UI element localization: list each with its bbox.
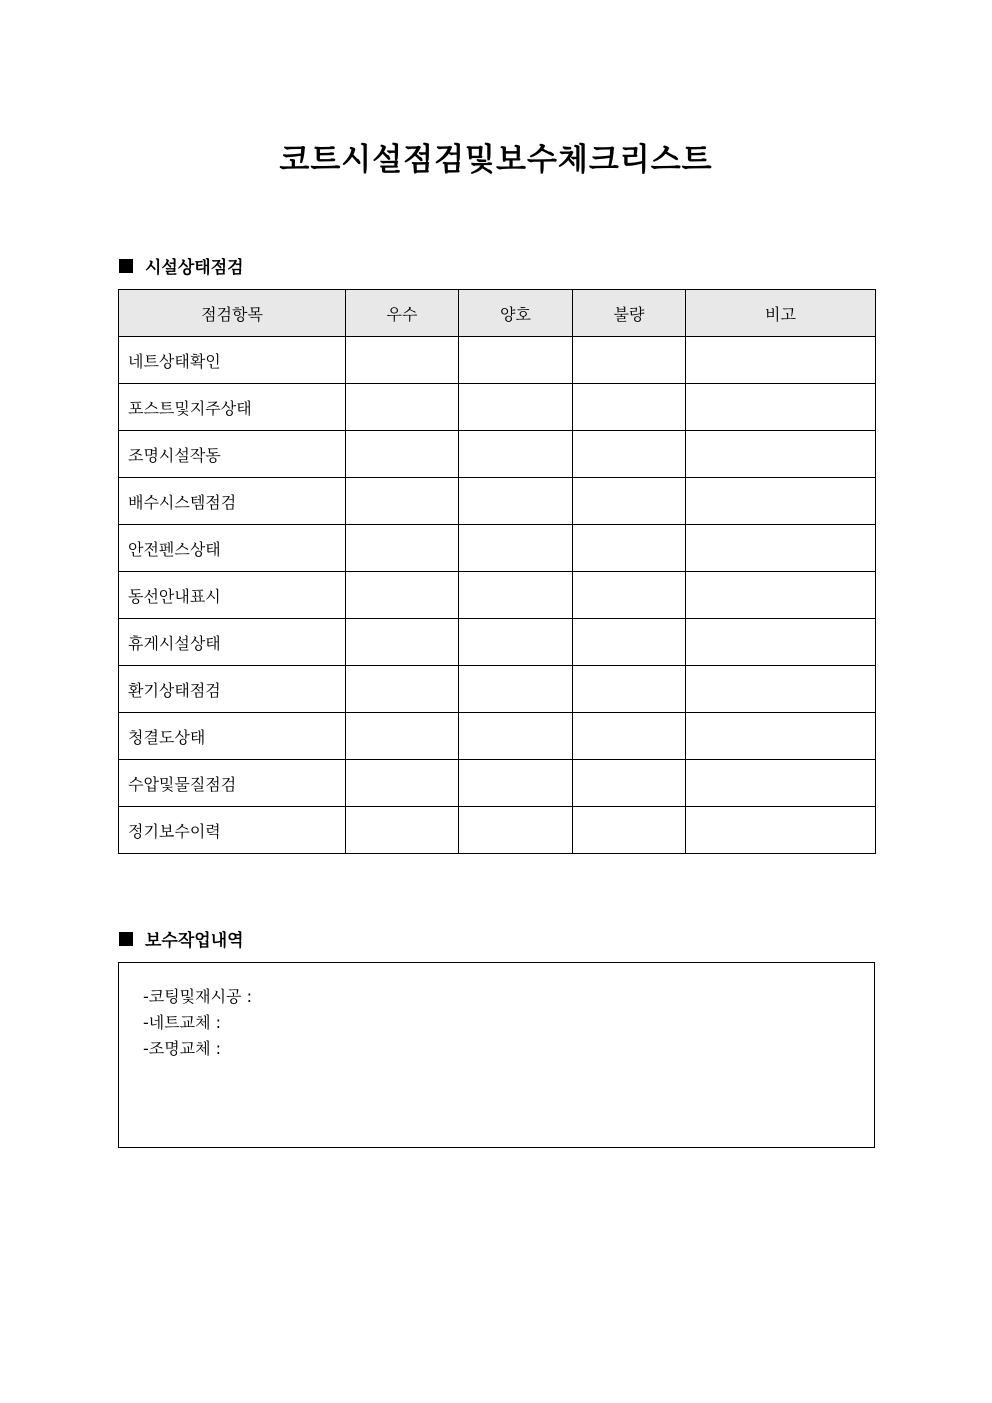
cell-good[interactable] xyxy=(459,478,573,525)
column-header-excellent: 우수 xyxy=(346,290,459,337)
repair-line-lighting: -조명교체 : xyxy=(143,1039,222,1058)
section-heading-label: 시설상태점검 xyxy=(145,258,244,278)
cell-good[interactable] xyxy=(459,337,573,384)
table-row xyxy=(119,807,876,854)
check-item-label: 네트상태확인 xyxy=(119,337,346,384)
cell-note[interactable] xyxy=(686,431,876,478)
cell-good[interactable] xyxy=(459,713,573,760)
cell-good[interactable] xyxy=(459,572,573,619)
cell-note[interactable] xyxy=(686,619,876,666)
cell-excellent[interactable] xyxy=(346,666,459,713)
section-heading-inspection xyxy=(119,253,244,278)
cell-excellent[interactable] xyxy=(346,572,459,619)
table-row xyxy=(119,713,876,760)
cell-excellent[interactable] xyxy=(346,619,459,666)
check-item-label: 청결도상태 xyxy=(119,713,346,760)
cell-good[interactable] xyxy=(459,807,573,854)
cell-poor[interactable] xyxy=(573,666,686,713)
check-item-label: 수압및물질점검 xyxy=(119,760,346,807)
cell-excellent[interactable] xyxy=(346,337,459,384)
check-item-label: 조명시설작동 xyxy=(119,431,346,478)
cell-note[interactable] xyxy=(686,807,876,854)
cell-poor[interactable] xyxy=(573,807,686,854)
cell-note[interactable] xyxy=(686,384,876,431)
inspection-table xyxy=(118,289,876,854)
section-heading-label: 보수작업내역 xyxy=(145,931,244,951)
cell-poor[interactable] xyxy=(573,478,686,525)
cell-excellent[interactable] xyxy=(346,478,459,525)
table-row xyxy=(119,619,876,666)
cell-poor[interactable] xyxy=(573,572,686,619)
table-row xyxy=(119,337,876,384)
column-header-good: 양호 xyxy=(459,290,573,337)
repair-notes-box[interactable] xyxy=(118,962,875,1148)
cell-excellent[interactable] xyxy=(346,384,459,431)
column-header-item: 점검항목 xyxy=(119,290,346,337)
cell-poor[interactable] xyxy=(573,337,686,384)
check-item-label: 정기보수이력 xyxy=(119,807,346,854)
cell-excellent[interactable] xyxy=(346,525,459,572)
table-row xyxy=(119,525,876,572)
cell-good[interactable] xyxy=(459,619,573,666)
cell-excellent[interactable] xyxy=(346,807,459,854)
cell-poor[interactable] xyxy=(573,760,686,807)
check-item-label: 안전펜스상태 xyxy=(119,525,346,572)
cell-good[interactable] xyxy=(459,384,573,431)
check-item-label: 환기상태점검 xyxy=(119,666,346,713)
cell-poor[interactable] xyxy=(573,619,686,666)
check-item-label: 휴게시설상태 xyxy=(119,619,346,666)
table-row xyxy=(119,760,876,807)
table-header-row xyxy=(119,290,876,337)
column-header-poor: 불량 xyxy=(573,290,686,337)
check-item-label: 동선안내표시 xyxy=(119,572,346,619)
cell-note[interactable] xyxy=(686,525,876,572)
cell-note[interactable] xyxy=(686,713,876,760)
table-row xyxy=(119,666,876,713)
cell-note[interactable] xyxy=(686,478,876,525)
cell-good[interactable] xyxy=(459,760,573,807)
table-row xyxy=(119,384,876,431)
column-header-note: 비고 xyxy=(686,290,876,337)
cell-poor[interactable] xyxy=(573,713,686,760)
cell-note[interactable] xyxy=(686,337,876,384)
document-title: 코트시설점검및보수체크리스트 xyxy=(279,142,713,178)
cell-good[interactable] xyxy=(459,431,573,478)
cell-note[interactable] xyxy=(686,760,876,807)
cell-excellent[interactable] xyxy=(346,431,459,478)
cell-note[interactable] xyxy=(686,572,876,619)
repair-line-net: -네트교체 : xyxy=(143,1013,222,1032)
check-item-label: 포스트및지주상태 xyxy=(119,384,346,431)
table-row xyxy=(119,478,876,525)
check-item-label: 배수시스템점검 xyxy=(119,478,346,525)
cell-excellent[interactable] xyxy=(346,713,459,760)
section-heading-repair xyxy=(119,926,244,951)
square-bullet-icon xyxy=(119,259,133,273)
cell-poor[interactable] xyxy=(573,525,686,572)
cell-poor[interactable] xyxy=(573,431,686,478)
cell-poor[interactable] xyxy=(573,384,686,431)
cell-note[interactable] xyxy=(686,666,876,713)
cell-excellent[interactable] xyxy=(346,760,459,807)
table-row xyxy=(119,572,876,619)
cell-good[interactable] xyxy=(459,525,573,572)
repair-line-coating: -코팅및재시공 : xyxy=(143,987,252,1006)
table-row xyxy=(119,431,876,478)
square-bullet-icon xyxy=(119,932,133,946)
cell-good[interactable] xyxy=(459,666,573,713)
